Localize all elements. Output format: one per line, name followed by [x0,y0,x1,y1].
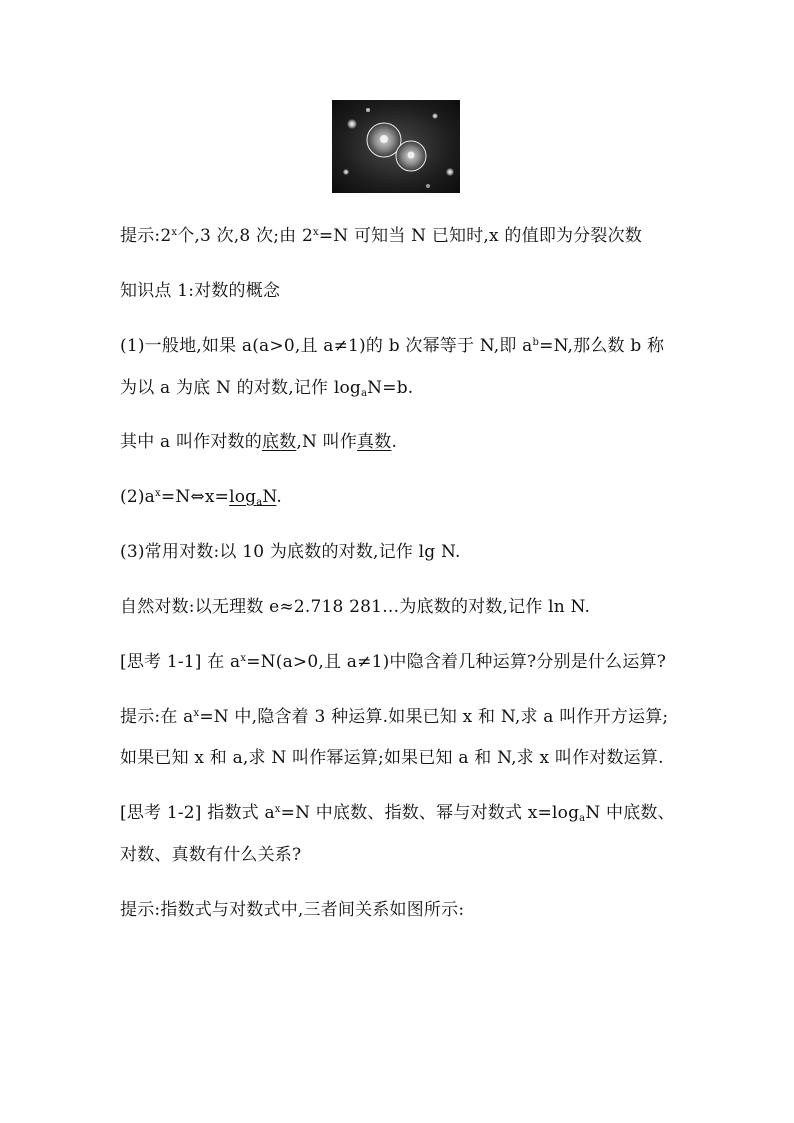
knowledge-point-title: 知识点 1:对数的概念 [120,281,281,301]
term-base: 底数 [261,432,297,452]
answer-2-line: 提示:指数式与对数式中,三者间关系如图所示: [120,900,465,920]
definition-line-3: 其中 a 叫作对数的底数,N 叫作真数. [120,432,398,452]
definition-line-1: (1)一般地,如果 a(a>0,且 a≠1)的 b 次幂等于 N,即 $a^b=N$,那么数 b 称 [120,336,665,356]
answer-1-line-1: 提示:在 $a^x=N$ 中,隐含着 3 种运算.如果已知 x 和 N,求 a 叫作开方运算; [120,707,669,727]
definition-line-4: $(2)a^x=N\Leftrightarrow x=\log_aN$. [120,487,283,508]
cell-division-image [332,100,460,193]
think-question-1: [思考 1-1] 在 $a^x=N(a>0$,且 a≠1)中隐含着几种运算?分别是什么运算? [120,652,667,672]
answer-1-line-2: 如果已知 x 和 a,求 N 叫作幂运算;如果已知 a 和 N,求 x 叫作对数运算. [120,748,664,768]
term-antilog: 真数 [357,432,392,452]
natural-log-line: 自然对数:以无理数 e≈2.718 281…为底数的对数,记作 ln N. [120,597,591,617]
cell-division-illustration [332,100,460,193]
common-log-line: (3)常用对数:以 10 为底数的对数,记作 lg N. [120,542,461,562]
think-question-2-line-2: 对数、真数有什么关系? [120,845,302,865]
log-expression: $\log_aN$ [229,487,277,508]
think-question-2-line-1: [思考 1-2] 指数式 $a^x=N$ 中底数、指数、幂与对数式 $x=\log_aN$ 中底数、 [120,803,675,824]
hint-line-1: 提示:2$^x$个,3 次,8 次;由 $2^x=N$ 可知当 N 已知时,x 的值即为分裂次数 [120,226,643,246]
definition-line-2: 为以 a 为底 N 的对数,记作 $\log_aN=b$. [120,378,414,399]
